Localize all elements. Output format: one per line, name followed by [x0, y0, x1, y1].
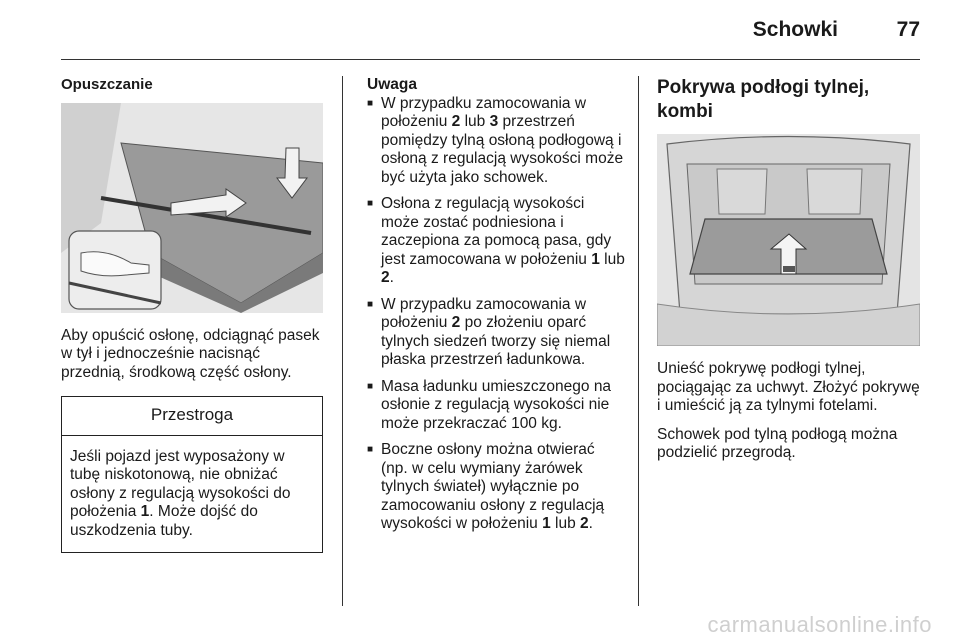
illustration-rear-floor-cover — [657, 134, 920, 346]
lowering-instructions: Aby opuścić osłonę, odciągnąć pasek w tył i jednocześnie nacisnąć przednią, środkową część osłony. — [61, 326, 320, 381]
warning-title: Przestroga — [62, 397, 322, 436]
rear-floor-divider-note: Schowek pod tylną podłogą można podzielić przegrodą. — [657, 425, 898, 461]
right-column — [657, 76, 920, 473]
middle-column — [367, 76, 625, 542]
heading-lowering: Opuszczanie — [61, 76, 153, 93]
list-item: ■ Masa ładunku umieszczonego na osłonie z regulacją wysokości nie może przekraczać 100 kg. — [367, 378, 625, 434]
left-column — [61, 76, 323, 553]
list-item: ■ Boczne osłony można otwierać (np. w celu wymiany żarówek tylnych świateł) wyłącznie po zamocowaniu osłony z regulacją wysokości w położeniu 1 lub 2. — [367, 441, 625, 534]
heading-rear-floor-cover: Pokrywa podłogi tylnej, kombi — [657, 77, 870, 122]
warning-text: Jeśli pojazd jest wyposażony w tubę niskotonową, nie obniżać osłony z regulacją wysokości do położenia 1. Może dojść do uszkodzenia tuby. — [70, 447, 291, 539]
list-item: ■ W przypadku zamocowania w położeniu 2 lub 3 przestrzeń pomiędzy tylną osłoną podłogową i osłoną z regulacją wysokości może być użyta jako schowek. — [367, 95, 625, 188]
note-list — [367, 95, 625, 534]
page-header — [0, 0, 960, 62]
page-number: 77 — [896, 18, 920, 41]
note-title: Uwaga — [367, 76, 417, 93]
list-item: ■ Osłona z regulacją wysokości może zostać podniesiona i zaczepiona za pomocą pasa, gdy jest zamocowana w położeniu 1 lub 2. — [367, 195, 625, 288]
section-title: Schowki — [752, 18, 838, 41]
trunk-floor-illustration — [657, 134, 920, 346]
column-divider-1 — [342, 76, 343, 606]
warning-box — [61, 396, 323, 553]
list-item: ■ W przypadku zamocowania w położeniu 2 po złożeniu oparć tylnych siedzeń tworzy się niemal płaska przestrzeń ładunkowa. — [367, 296, 625, 370]
column-divider-2 — [638, 76, 639, 606]
illustration-lowering-cover — [61, 103, 323, 313]
rear-floor-instructions: Unieść pokrywę podłogi tylnej, pociągając za uchwyt. Złożyć pokrywę i umieścić ją za tylnymi fotelami. — [657, 360, 920, 414]
cargo-cover-illustration — [61, 103, 323, 313]
header-rule — [61, 59, 920, 60]
watermark: carmanualsonline.info — [707, 612, 932, 637]
